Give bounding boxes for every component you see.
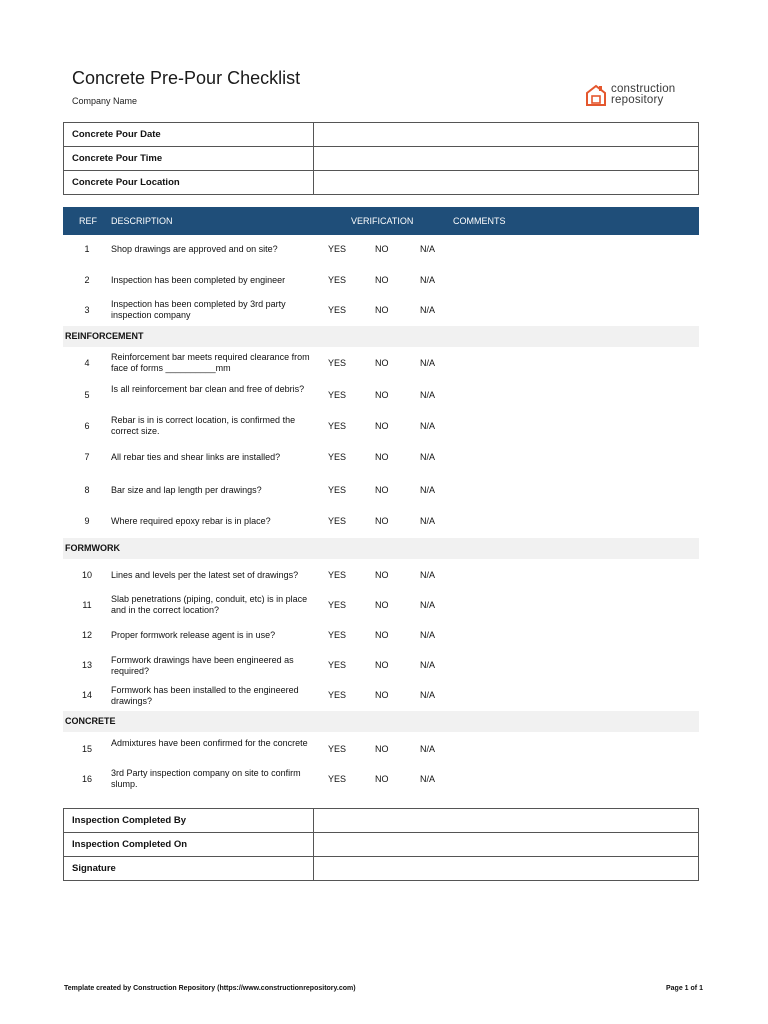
- no-option[interactable]: NO: [375, 570, 389, 580]
- row-ref: 12: [81, 630, 92, 640]
- na-option[interactable]: N/A: [420, 630, 436, 640]
- row-ref: 9: [84, 516, 90, 526]
- row-description: Proper formwork release agent is in use?: [111, 630, 276, 640]
- row-ref: 16: [81, 774, 92, 784]
- logo-text-line2: repository: [611, 94, 664, 106]
- no-option[interactable]: NO: [375, 774, 389, 784]
- na-option[interactable]: N/A: [420, 390, 436, 400]
- no-option[interactable]: NO: [375, 630, 389, 640]
- row-description: Where required epoxy rebar is in place?: [111, 516, 271, 526]
- header-description: DESCRIPTION: [111, 216, 173, 226]
- row-description: Reinforcement bar meets required clearance from face of forms __________mm: [111, 352, 310, 373]
- row-ref: 1: [84, 244, 90, 254]
- logo-text-line1: construction: [611, 83, 676, 95]
- yes-option[interactable]: YES: [328, 690, 347, 700]
- no-option[interactable]: NO: [375, 485, 389, 495]
- yes-option[interactable]: YES: [328, 630, 347, 640]
- row-ref: 15: [81, 744, 92, 754]
- pour-location-field[interactable]: [314, 171, 699, 195]
- na-option[interactable]: N/A: [420, 774, 436, 784]
- pour-date-field[interactable]: [314, 123, 699, 147]
- na-option[interactable]: N/A: [420, 600, 436, 610]
- row-description: Formwork drawings have been engineered as required?: [111, 655, 294, 676]
- yes-option[interactable]: YES: [328, 358, 347, 368]
- row-description: 3rd Party inspection company on site to confirm slump.: [111, 768, 301, 789]
- yes-option[interactable]: YES: [328, 244, 347, 254]
- yes-option[interactable]: YES: [328, 485, 347, 495]
- house-icon: [585, 83, 607, 107]
- yes-option[interactable]: YES: [328, 452, 347, 462]
- row-description: Formwork has been installed to the engineered drawings?: [111, 685, 299, 706]
- pour-time-label: Concrete Pour Time: [64, 147, 314, 171]
- row-description: Is all reinforcement bar clean and free of debris?: [111, 384, 305, 394]
- completed-by-label: Inspection Completed By: [64, 809, 314, 833]
- yes-option[interactable]: YES: [328, 275, 347, 285]
- header-verification: VERIFICATION: [351, 216, 414, 226]
- footer-credit: Template created by Construction Repository (https://www.constructionrepository.com): [64, 985, 356, 992]
- no-option[interactable]: NO: [375, 690, 389, 700]
- yes-option[interactable]: YES: [328, 305, 347, 315]
- pour-location-label: Concrete Pour Location: [64, 171, 314, 195]
- no-option[interactable]: NO: [375, 421, 389, 431]
- yes-option[interactable]: YES: [328, 660, 347, 670]
- row-ref: 13: [81, 660, 92, 670]
- pour-location-row: [64, 171, 699, 195]
- section-concrete: CONCRETE: [63, 711, 699, 732]
- row-ref: 14: [81, 690, 92, 700]
- signature-row: [64, 857, 699, 881]
- pour-date-row: [64, 123, 699, 147]
- no-option[interactable]: NO: [375, 660, 389, 670]
- row-description: Shop drawings are approved and on site?: [111, 244, 278, 254]
- no-option[interactable]: NO: [375, 452, 389, 462]
- row-ref: 6: [84, 421, 90, 431]
- na-option[interactable]: N/A: [420, 660, 436, 670]
- na-option[interactable]: N/A: [420, 516, 436, 526]
- no-option[interactable]: NO: [375, 744, 389, 754]
- row-ref: 5: [84, 390, 90, 400]
- signoff-table: [63, 808, 699, 881]
- na-option[interactable]: N/A: [420, 744, 436, 754]
- page-number: Page 1 of 1: [666, 985, 703, 992]
- row-description: Inspection has been completed by engineer: [111, 275, 286, 285]
- no-option[interactable]: NO: [375, 275, 389, 285]
- row-ref: 7: [84, 452, 90, 462]
- na-option[interactable]: N/A: [420, 485, 436, 495]
- row-ref: 11: [82, 600, 92, 610]
- na-option[interactable]: N/A: [420, 305, 436, 315]
- row-description: Slab penetrations (piping, conduit, etc) is in place and in the correct location?: [111, 594, 308, 615]
- row-description: Lines and levels per the latest set of drawings?: [111, 570, 299, 580]
- row-description: Admixtures have been confirmed for the concrete: [111, 738, 308, 748]
- row-description: Bar size and lap length per drawings?: [111, 485, 262, 495]
- no-option[interactable]: NO: [375, 358, 389, 368]
- signature-field[interactable]: [314, 857, 699, 881]
- page-title: Concrete Pre-Pour Checklist: [72, 68, 301, 88]
- row-ref: 3: [84, 305, 90, 315]
- pour-date-label: Concrete Pour Date: [64, 123, 314, 147]
- yes-option[interactable]: YES: [328, 774, 347, 784]
- na-option[interactable]: N/A: [420, 452, 436, 462]
- row-description: Inspection has been completed by 3rd party inspection company: [111, 299, 286, 320]
- yes-option[interactable]: YES: [328, 744, 347, 754]
- na-option[interactable]: N/A: [420, 244, 436, 254]
- no-option[interactable]: NO: [375, 600, 389, 610]
- completed-on-row: [64, 833, 699, 857]
- na-option[interactable]: N/A: [420, 275, 436, 285]
- row-ref: 8: [84, 485, 90, 495]
- completed-on-field[interactable]: [314, 833, 699, 857]
- na-option[interactable]: N/A: [420, 358, 436, 368]
- no-option[interactable]: NO: [375, 516, 389, 526]
- checklist-header: [63, 207, 699, 235]
- no-option[interactable]: NO: [375, 244, 389, 254]
- yes-option[interactable]: YES: [328, 390, 347, 400]
- yes-option[interactable]: YES: [328, 600, 347, 610]
- no-option[interactable]: NO: [375, 390, 389, 400]
- row-ref: 10: [81, 570, 92, 580]
- pour-info-table: [63, 122, 699, 195]
- row-description: Rebar is in is correct location, is confirmed the correct size.: [111, 415, 296, 436]
- completed-by-field[interactable]: [314, 809, 699, 833]
- completed-by-row: [64, 809, 699, 833]
- na-option[interactable]: N/A: [420, 421, 436, 431]
- pour-time-field[interactable]: [314, 147, 699, 171]
- yes-option[interactable]: YES: [328, 570, 347, 580]
- yes-option[interactable]: YES: [328, 421, 347, 431]
- brand-logo: [585, 83, 675, 107]
- row-description: All rebar ties and shear links are installed?: [111, 452, 281, 462]
- yes-option[interactable]: YES: [328, 516, 347, 526]
- na-option[interactable]: N/A: [420, 570, 436, 580]
- header-ref: REF: [79, 216, 97, 226]
- signature-label: Signature: [64, 857, 314, 881]
- no-option[interactable]: NO: [375, 305, 389, 315]
- row-ref: 2: [84, 275, 90, 285]
- na-option[interactable]: N/A: [420, 690, 436, 700]
- header-comments: COMMENTS: [453, 216, 506, 226]
- section-reinforcement: REINFORCEMENT: [63, 326, 699, 347]
- completed-on-label: Inspection Completed On: [64, 833, 314, 857]
- section-formwork: FORMWORK: [63, 538, 699, 559]
- row-ref: 4: [84, 358, 90, 368]
- company-name: Company Name: [72, 96, 138, 106]
- pour-time-row: [64, 147, 699, 171]
